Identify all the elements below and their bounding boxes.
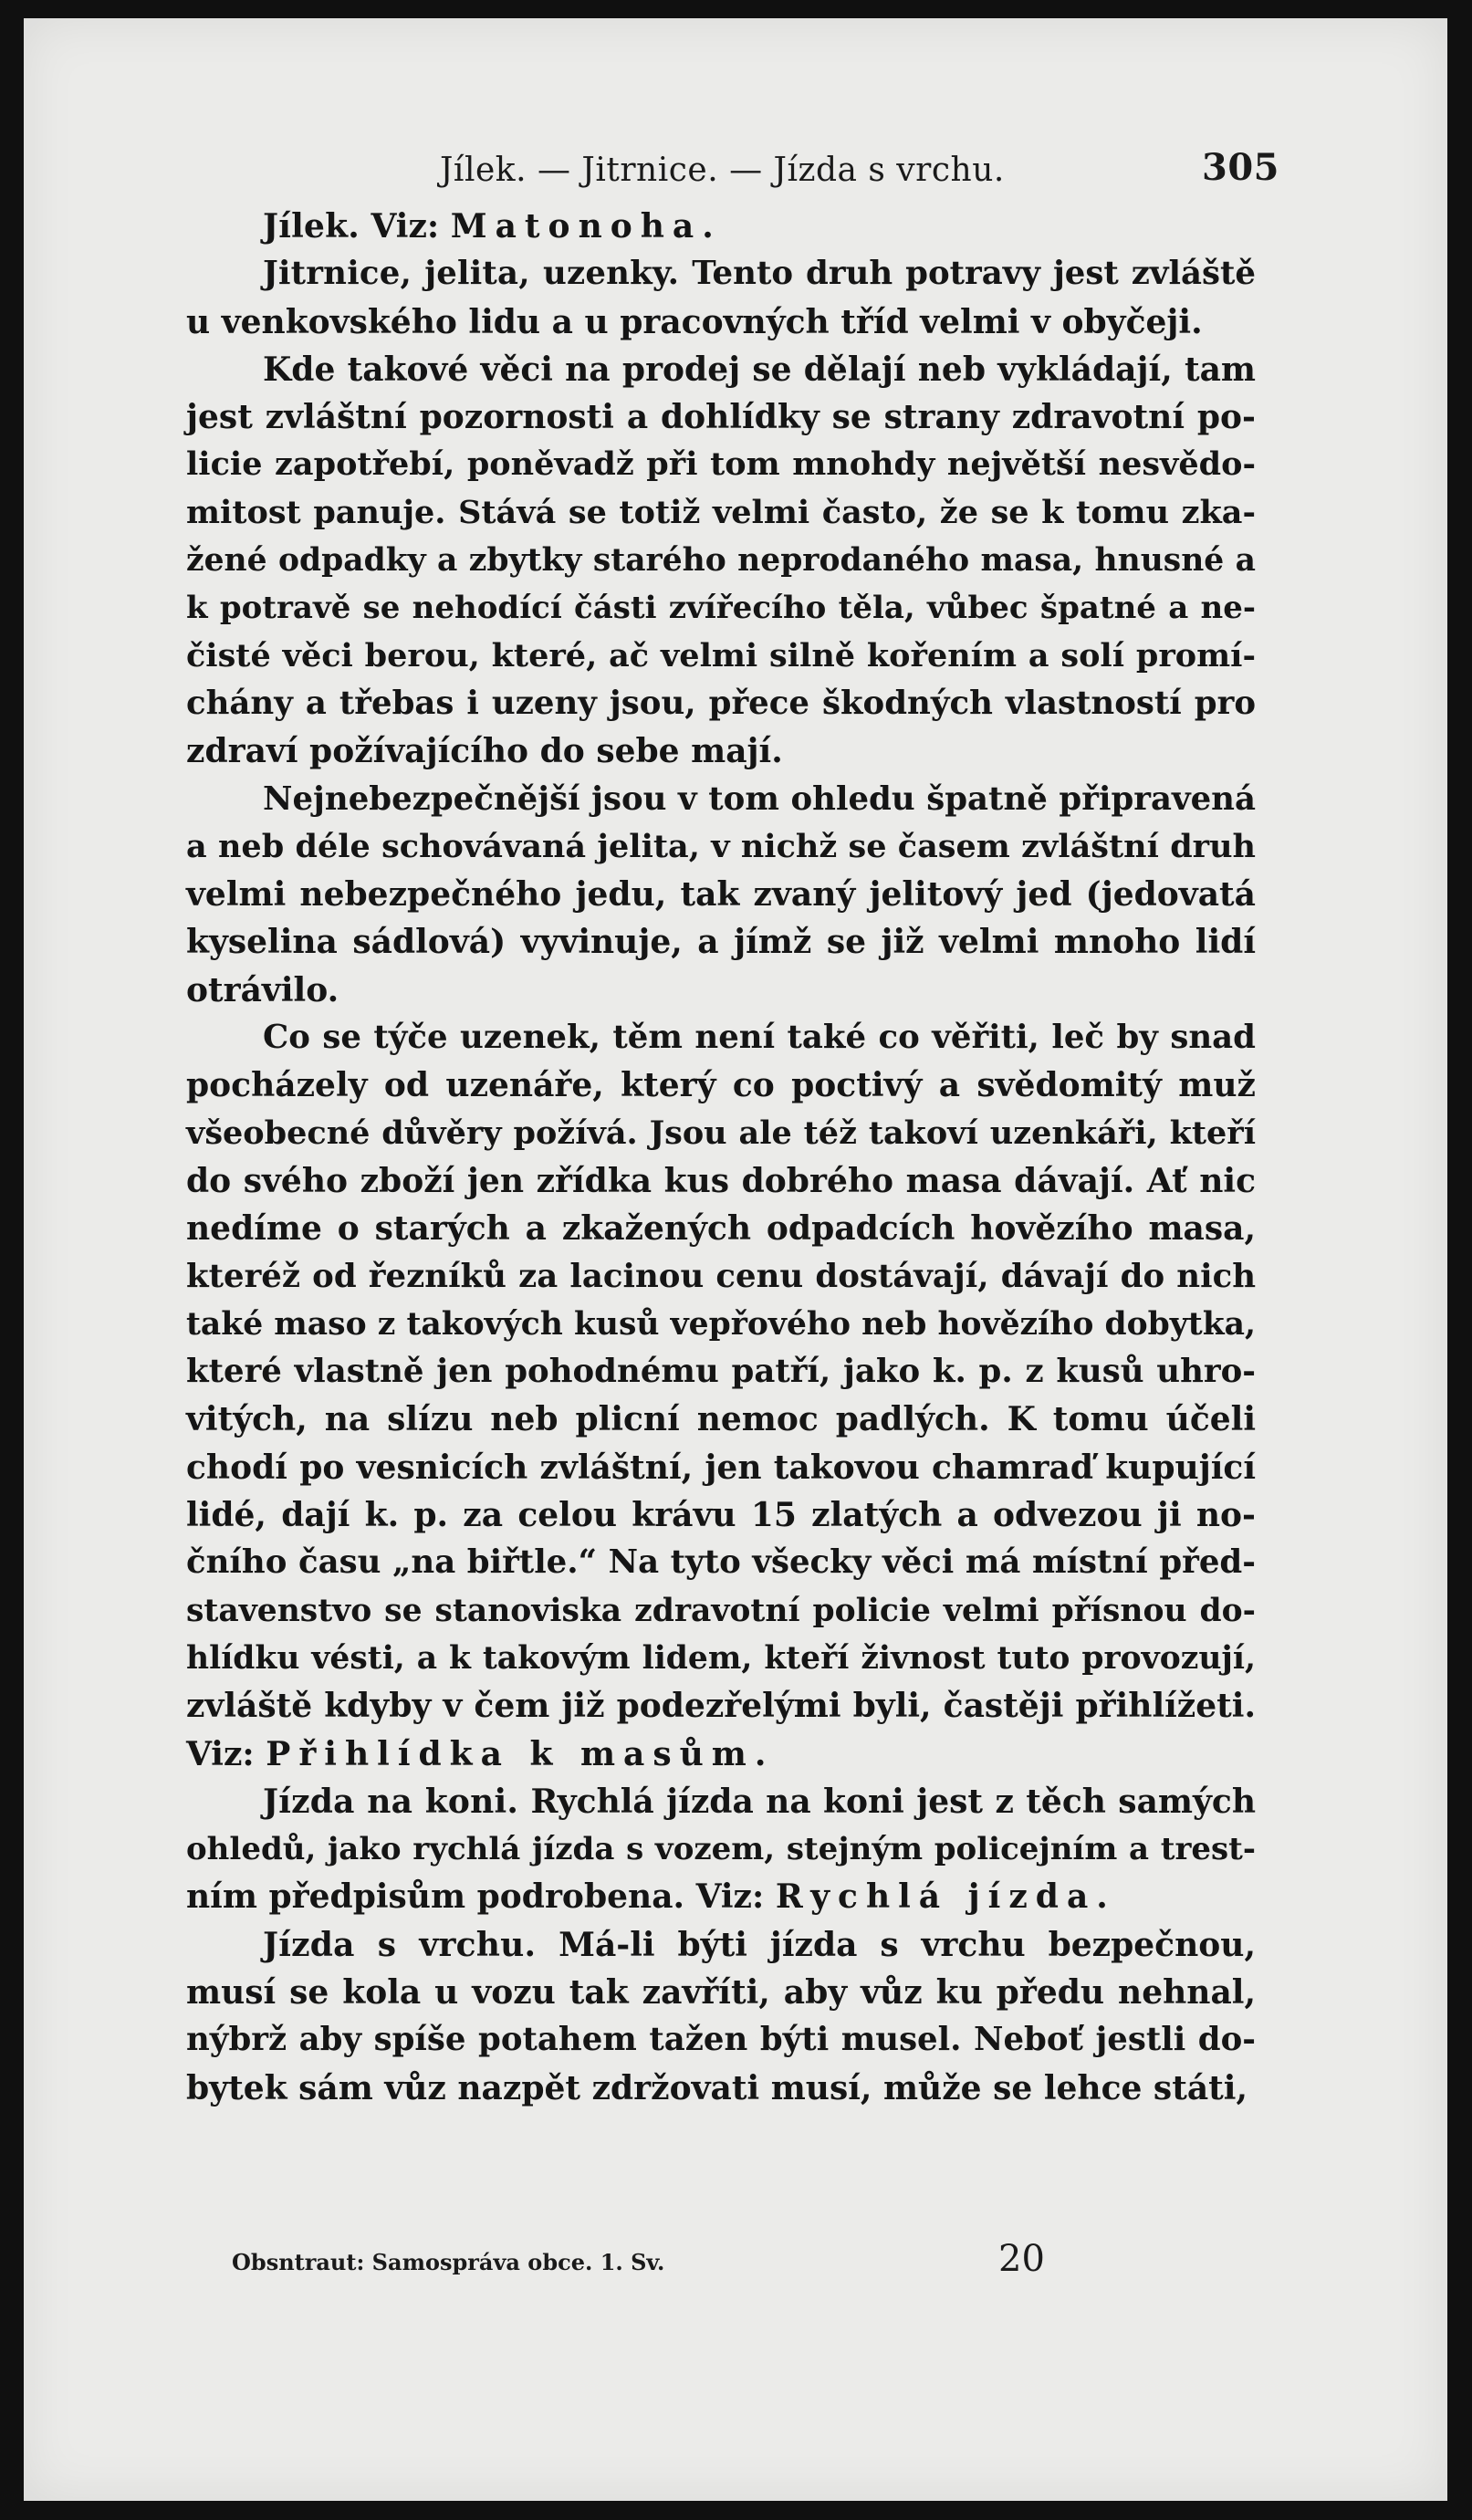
text-line (186, 1873, 1256, 1920)
line-text: nýbrž aby spíše potahem tažen býti musel. Neboť jestli do- (186, 2021, 1256, 2059)
line-text: žené odpadky a zbytky starého neprodaného masa, hnusné a (186, 542, 1256, 580)
text-line (186, 1682, 1256, 1730)
text-line (186, 1253, 1256, 1301)
text-line (186, 1444, 1256, 1491)
line-text: do svého zboží jen zřídka kus dobrého masa dávají. Ať nic (186, 1161, 1256, 1200)
text-line (186, 1825, 1256, 1873)
text-line (186, 871, 1256, 918)
line-text: jest zvláštní pozornosti a dohlídky se strany zdravotní po- (186, 398, 1256, 437)
line-text: pocházely od uzenáře, který co poctivý a svědomitý muž (186, 1066, 1256, 1105)
line-text: hlídku vésti, a k takovým lidem, kteří živnost tuto provozují, (186, 1639, 1256, 1677)
text-line (186, 1778, 1256, 1825)
page-body (186, 203, 1256, 2112)
text-line (186, 918, 1256, 966)
text-line (186, 537, 1256, 584)
text-line (186, 1539, 1256, 1586)
text-line (186, 1014, 1256, 1061)
line-text: ohledů, jako rychlá jízda s vozem, stejným policejním a trest- (186, 1831, 1256, 1868)
paragraph (186, 1778, 1256, 1921)
text-line (186, 441, 1256, 488)
line-text: Má-li býti jízda s vrchu bezpečnou, (536, 1925, 1256, 1964)
line-text: všeobecné důvěry požívá. Jsou ale též takoví uzenkáři, kteří (186, 1114, 1256, 1152)
paragraph (186, 776, 1256, 1014)
line-text: Rychlá jízda na koni jest z těch samých (518, 1782, 1256, 1821)
text-line (186, 1969, 1256, 2016)
text-line (186, 1921, 1256, 1969)
line-text: nedíme o starých a zkažených odpadcích hovězího masa, (186, 1209, 1256, 1249)
text-line (186, 203, 1256, 250)
page-number: 305 (1202, 146, 1279, 189)
text-line (186, 1348, 1256, 1396)
line-text: musí se kola u vozu tak zavříti, aby vůz ku předu nehnal, (186, 1972, 1256, 2012)
text-line (186, 1491, 1256, 1539)
line-text: chodí po vesnicích zvláštní, jen takovou chamraď kupující (186, 1448, 1256, 1487)
line-text: které vlastně jen pohodnému patří, jako k. p. z kusů uhro- (186, 1353, 1256, 1391)
text-line (186, 1396, 1256, 1443)
entry-keyword: Jílek. (263, 207, 360, 246)
text-line (186, 1301, 1256, 1348)
entry-keyword: Jízda s vrchu. (263, 1925, 537, 1964)
line-text: kyselina sádlová) vyvinuje, a jímž se již velmi mnoho lidí (186, 923, 1256, 962)
line-text: Viz: (186, 1734, 266, 1773)
entry-keyword: Jitrnice, jelita, uzenky. (263, 255, 680, 293)
text-line (186, 1157, 1256, 1205)
printer-signature: Obsntraut: Samospráva obce. 1. Sv. (232, 2249, 665, 2275)
paragraph (186, 1921, 1256, 2112)
cross-reference: Rychlá jízda. (775, 1877, 1116, 1917)
line-text: také maso z takových kusů vepřového neb hovězího dobytka, (186, 1305, 1256, 1343)
line-text: Tento druh potravy jest zvláště (679, 255, 1256, 293)
line-text: čisté věci berou, které, ač velmi silně kořením a solí promí- (186, 636, 1256, 674)
line-text: k potravě se nehodící části zvířecího těla, vůbec špatné a ne- (186, 590, 1256, 627)
text-line (186, 967, 1256, 1014)
sheet-number: 20 (998, 2238, 1045, 2280)
text-line (186, 2065, 1256, 2112)
line-text: u venkovského lidu a u pracovných tříd velmi v obyčeji. (186, 302, 1203, 341)
text-line (186, 346, 1256, 393)
line-text: vitých, na slízu neb plicní nemoc padlých. K tomu účeli (186, 1400, 1256, 1439)
line-text: Nejnebezpečnější jsou v tom ohledu špatně připravená (263, 779, 1256, 818)
text-line (186, 2016, 1256, 2064)
line-text: mitost panuje. Stává se totiž velmi často, že se k tomu zka- (186, 493, 1256, 531)
text-line (186, 1731, 1256, 1778)
text-line (186, 393, 1256, 441)
text-line (186, 633, 1256, 680)
paragraph (186, 346, 1256, 776)
entry-keyword: Jízda na koni. (263, 1782, 519, 1821)
text-line (186, 1587, 1256, 1635)
line-text: bytek sám vůz nazpět zdržovati musí, může se lehce státi, (186, 2068, 1248, 2107)
running-title: Jílek. — Jitrnice. — Jízda s vrchu. (440, 152, 1005, 189)
paragraph (186, 203, 1256, 250)
text-line (186, 776, 1256, 823)
line-text: ním předpisům podrobena. Viz: (186, 1877, 776, 1917)
page-footer (232, 2238, 1053, 2293)
text-line (186, 727, 1256, 775)
cross-reference: Matonoha. (450, 207, 722, 246)
text-line (186, 298, 1256, 346)
page-header (440, 146, 1279, 201)
text-line (186, 1110, 1256, 1157)
line-text: kteréž od řezníků za lacinou cenu dostávají, dávají do nich (186, 1257, 1256, 1295)
text-line (186, 1061, 1256, 1109)
line-text: licie zapotřebí, poněvadž při tom mnohdy největší nesvědo- (186, 445, 1256, 484)
line-text: chány a třebas i uzeny jsou, přece škodných vlastností pro (186, 684, 1256, 722)
text-line (186, 823, 1256, 871)
line-text: Co se týče uzenek, těm není také co věřiti, leč by snad (263, 1019, 1256, 1057)
line-text: Viz: (359, 207, 451, 246)
paragraph (186, 250, 1256, 346)
line-text: otrávilo. (186, 970, 339, 1009)
text-line (186, 584, 1256, 632)
text-line (186, 489, 1256, 537)
line-text: čního času „na biřtle.“ Na tyto všecky věci má místní před- (186, 1543, 1256, 1582)
text-line (186, 250, 1256, 298)
line-text: zdraví požívajícího do sebe mají. (186, 732, 783, 771)
cross-reference: Přihlídka k masům. (266, 1734, 775, 1773)
paragraph (186, 1014, 1256, 1778)
line-text: lidé, dají k. p. za celou krávu 15 zlatých a odvezou ji no- (186, 1496, 1256, 1535)
text-line (186, 1205, 1256, 1252)
line-text: velmi nebezpečného jedu, tak zvaný jelitový jed (jedovatá (186, 875, 1256, 915)
line-text: zvláště kdyby v čem již podezřelými byli, častěji přihlížeti. (186, 1687, 1256, 1726)
text-line (186, 1635, 1256, 1682)
text-line (186, 680, 1256, 727)
line-text: Kde takové věci na prodej se dělají neb vykládají, tam (263, 350, 1256, 389)
line-text: a neb déle schovávaná jelita, v nichž se časem zvláštní druh (186, 827, 1256, 865)
line-text: stavenstvo se stanoviska zdravotní policie velmi přísnou do- (186, 1592, 1256, 1629)
